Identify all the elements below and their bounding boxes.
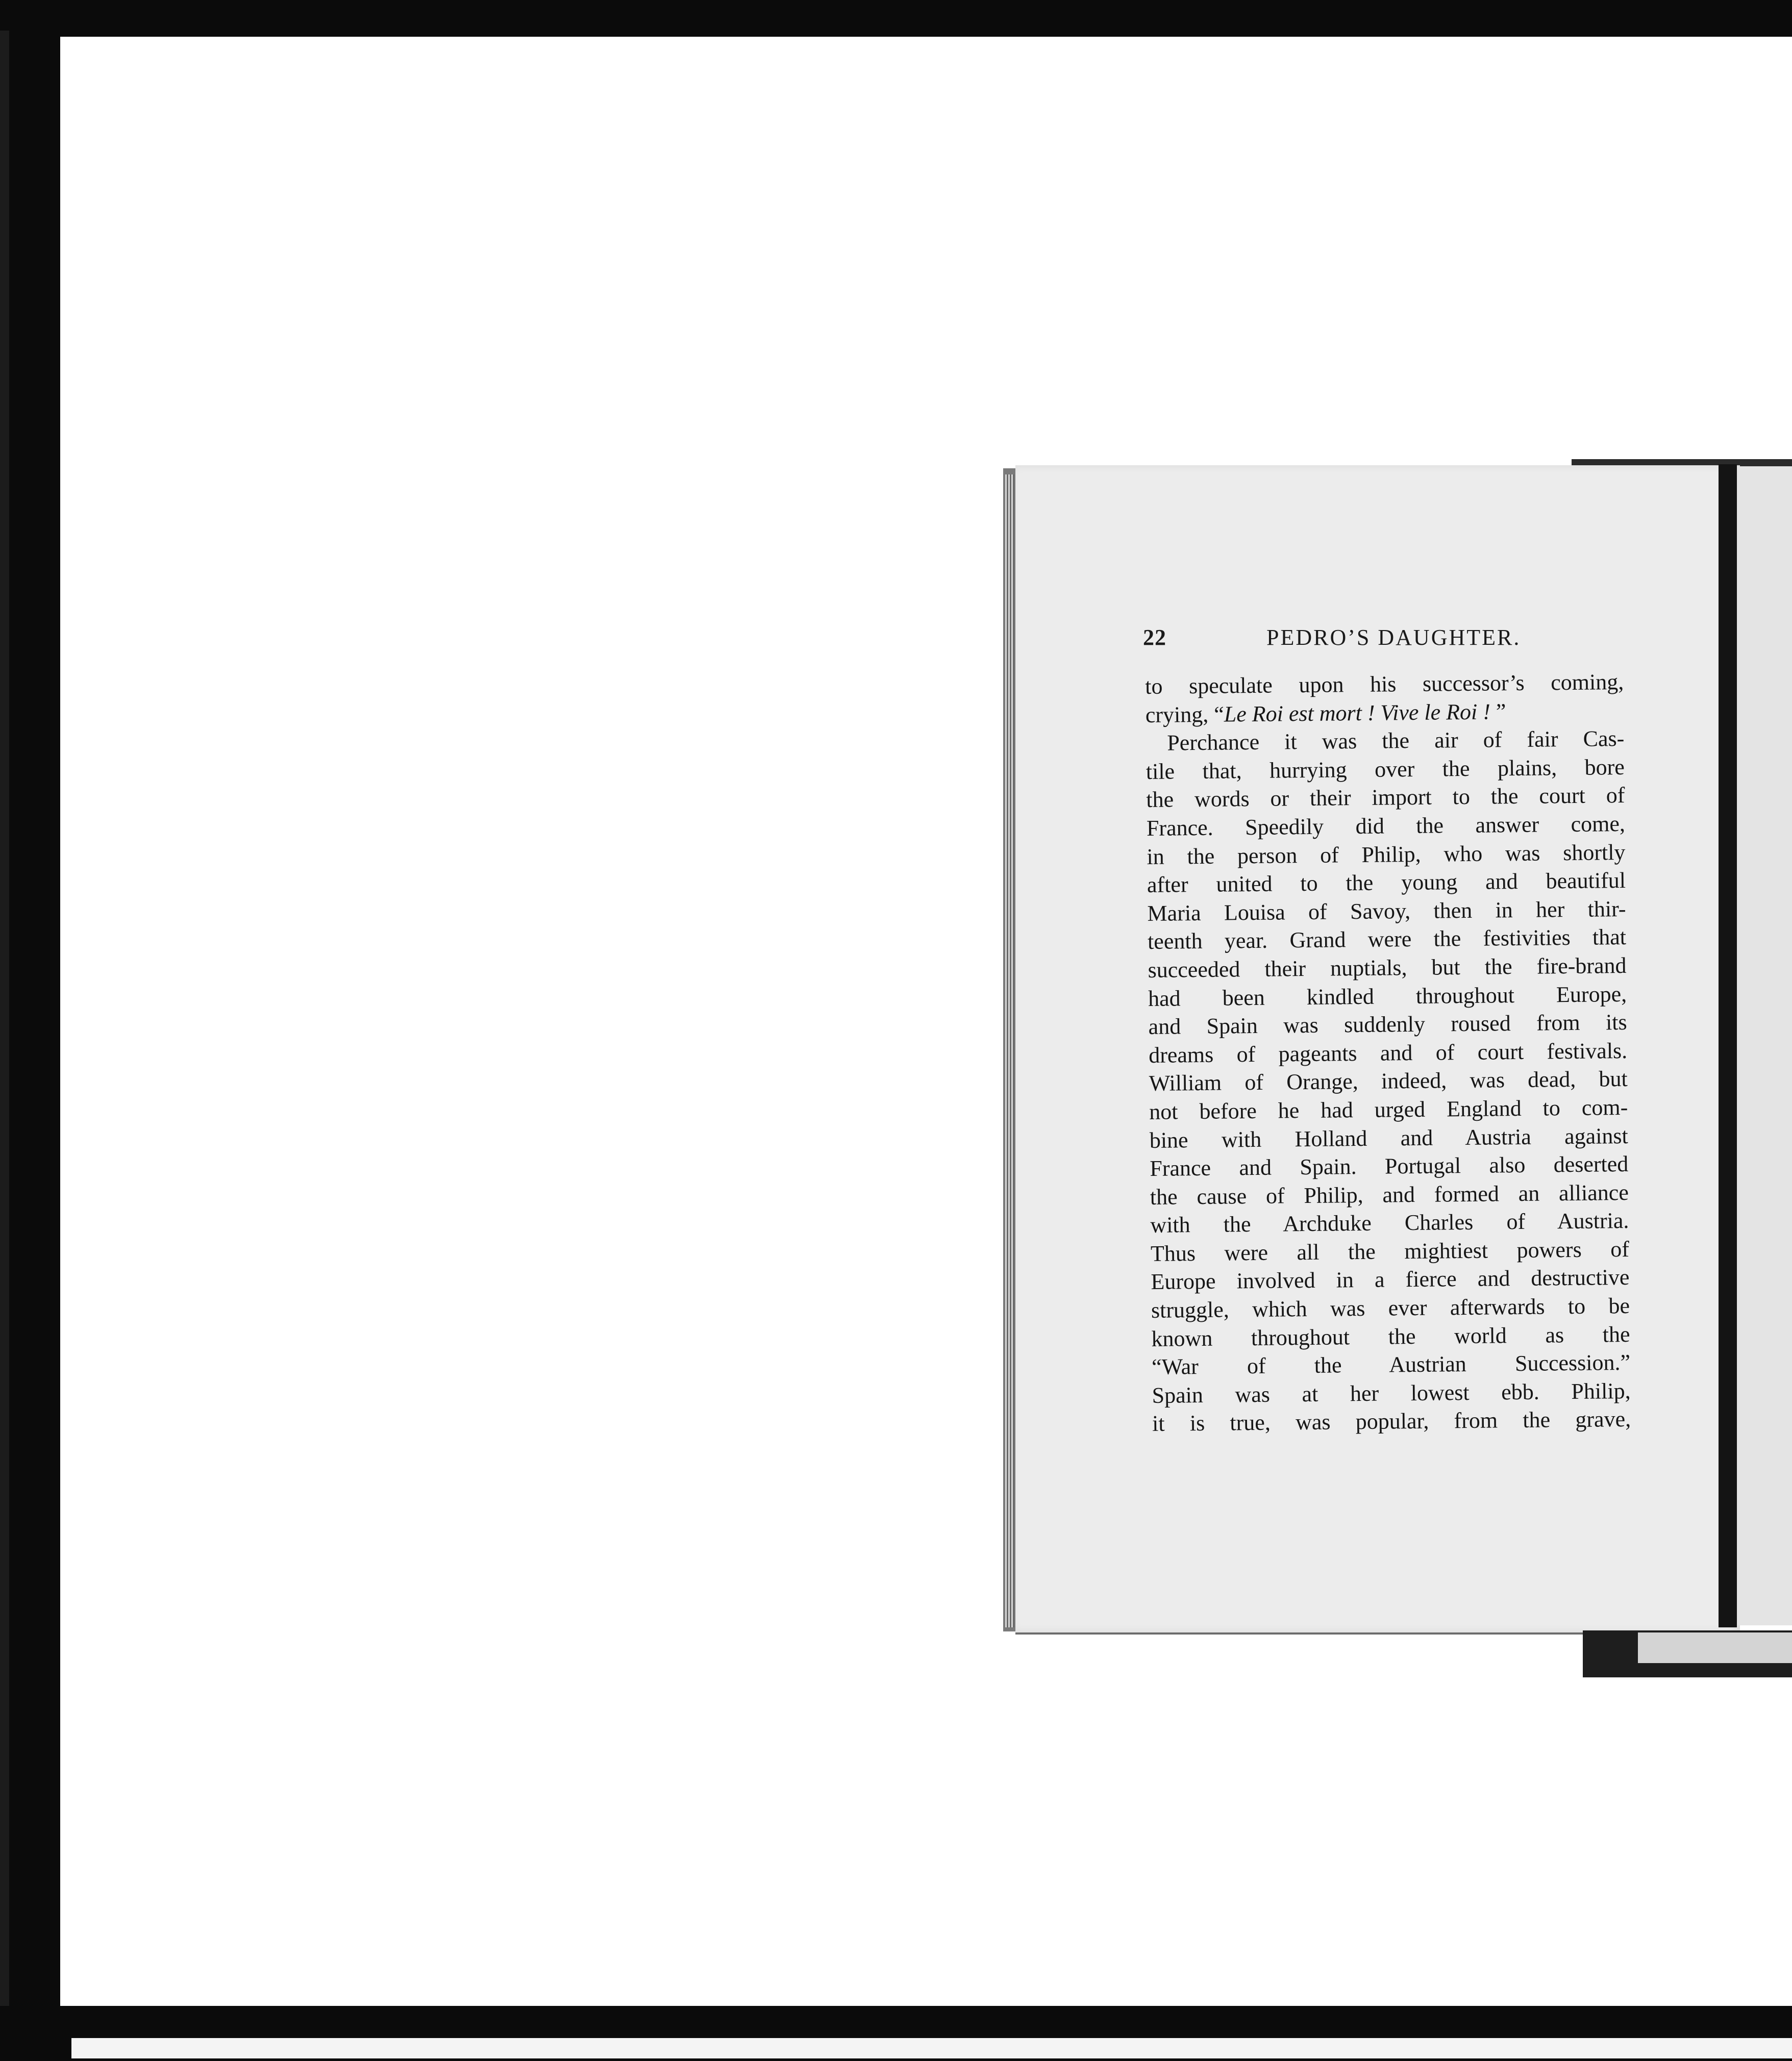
text-line: after united to the young and beautiful bbox=[1147, 868, 1626, 898]
text-line: and Spain was suddenly roused from its bbox=[1148, 1010, 1627, 1040]
text-line: tile that, hurrying over the plains, bore bbox=[1146, 754, 1625, 784]
text-line: struggle, which was ever afterwards to be bbox=[1151, 1293, 1630, 1323]
text-line: in the person of Philip, who was shortly bbox=[1147, 839, 1626, 869]
closing-quote: ” bbox=[1490, 698, 1506, 724]
facing-page-edge bbox=[1737, 466, 1792, 1625]
page-header bbox=[1143, 624, 1623, 655]
text-line: with the Archduke Charles of Austria. bbox=[1150, 1208, 1629, 1238]
text-line: Spain was at her lowest ebb. Philip, bbox=[1152, 1378, 1631, 1408]
book-gutter bbox=[1719, 464, 1737, 1627]
book-spine-bottom-light bbox=[1638, 1632, 1792, 1663]
text-line: not before he had urged England to com- bbox=[1149, 1094, 1628, 1124]
text-line: Thus were all the mightiest powers of bbox=[1150, 1236, 1630, 1266]
text-line: Perchance it was the air of fair Cas- bbox=[1167, 726, 1625, 756]
text-line: William of Orange, indeed, was dead, but bbox=[1149, 1066, 1628, 1096]
italic-quotation: Le Roi est mort ! Vive le Roi ! bbox=[1224, 699, 1491, 727]
text-line: “War of the Austrian Succession.” bbox=[1151, 1350, 1631, 1380]
text-line: France. Speedily did the answer come, bbox=[1146, 811, 1626, 841]
text-line bbox=[1146, 696, 1624, 730]
scan-border-top bbox=[0, 0, 1792, 37]
text-line: had been kindled throughout Europe, bbox=[1148, 981, 1627, 1011]
text-line: it is true, was popular, from the grave, bbox=[1152, 1406, 1631, 1437]
text-line: bine with Holland and Austria against bbox=[1149, 1123, 1628, 1153]
text-line: dreams of pageants and of court festivals. bbox=[1148, 1038, 1628, 1068]
opening-quote: crying, “ bbox=[1145, 701, 1224, 727]
text-line: Maria Louisa of Savoy, then in her thir- bbox=[1147, 896, 1626, 926]
page-body-text bbox=[1145, 668, 1631, 1438]
text-line: France and Spain. Portugal also deserted bbox=[1150, 1151, 1629, 1182]
text-line: succeeded their nuptials, but the fire-brand bbox=[1148, 952, 1627, 983]
text-line: teenth year. Grand were the festivities that bbox=[1147, 924, 1627, 954]
text-line: Europe involved in a fierce and destructive bbox=[1151, 1265, 1630, 1295]
scan-border-bottom-strip bbox=[71, 2038, 1792, 2058]
running-title: PEDRO’S DAUGHTER. bbox=[1266, 625, 1521, 650]
page-edge-lines bbox=[1005, 474, 1014, 1627]
text-line: known throughout the world as the bbox=[1151, 1321, 1630, 1351]
text-line: the cause of Philip, and formed an alliance bbox=[1150, 1179, 1629, 1210]
page-number: 22 bbox=[1143, 625, 1166, 650]
text-line: to speculate upon his successor’s coming, bbox=[1145, 669, 1624, 699]
text-line: the words or their import to the court of bbox=[1146, 783, 1625, 813]
scan-border-left-edge bbox=[0, 31, 9, 2061]
